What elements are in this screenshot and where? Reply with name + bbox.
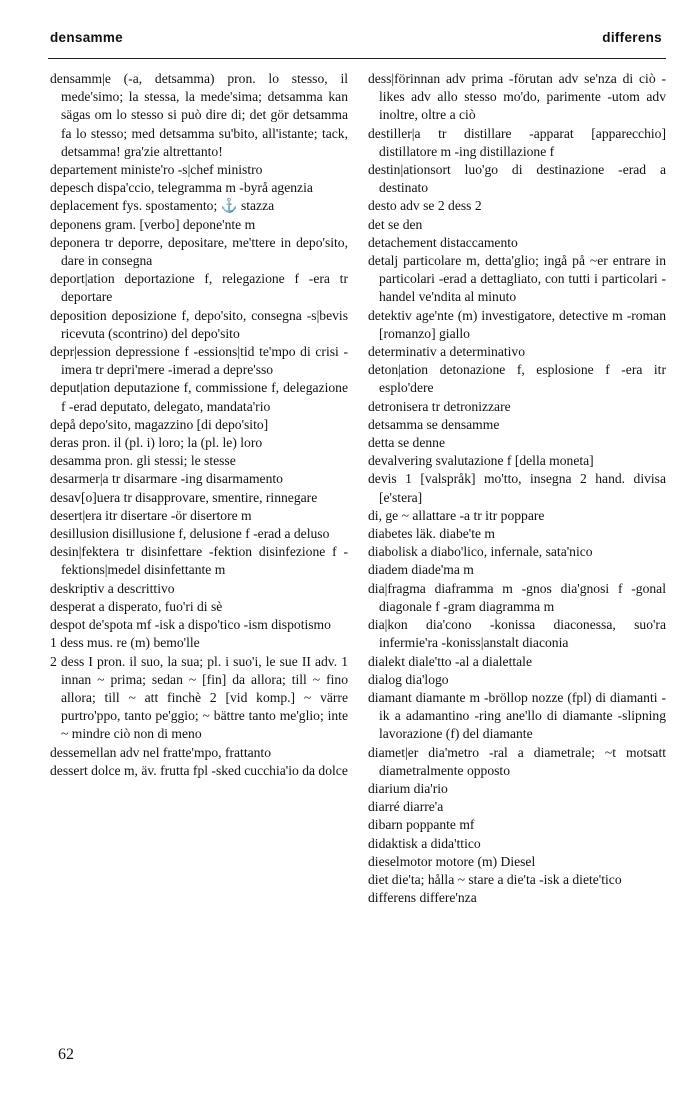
dictionary-entry: dibarn poppante mf [368,817,475,833]
dictionary-entry: detronisera tr detronizzare [368,398,511,414]
header-rule [48,58,666,59]
dictionary-entry: dessert dolce m, äv. frutta fpl -sked cucchia'io da dolce [50,762,348,778]
dictionary-entry: deposition deposizione f, depo'sito, consegna -s|bevis ricevuta (scontrino) del depo'sito [50,307,348,341]
dictionary-entry: diarré diarre'a [368,799,444,815]
dictionary-entry: deponens gram. [verbo] depone'nte m [50,216,256,232]
dictionary-entry: detachement distaccamento [368,234,518,250]
page-number: 62 [58,1046,74,1063]
dictionary-entry: depesch dispa'ccio, telegramma m -byrå agenzia [50,180,313,196]
right-column [368,70,666,907]
dictionary-entry: 2 dess I pron. il suo, la sua; pl. i suo'i, le sue II adv. 1 innan ~ prima; sedan ~ [fin] da allora; till ~ fino allora; till ~ att finchè 2 [vid komp.] ~ värre purtro'ppo, tanto pe'ggio; ~ bättre tanto me'glio; inte ~ mindre ciò non di meno [50,653,348,742]
dictionary-entry: 1 dess mus. re (m) bemo'lle [50,635,200,651]
dictionary-entry: determinativ a determinativo [368,344,526,360]
dictionary-entry: detsamma se densamme [368,416,500,432]
dictionary-entry: dia|fragma diaframma m -gnos dia'gnosi f -gonal diagonale f -gram diagramma m [368,580,666,614]
dictionary-entry: destin|ationsort luo'go di destinazione -erad a destinato [368,162,666,196]
dictionary-entry: det se den [368,216,423,232]
dictionary-entry: desamma pron. gli stessi; le stesse [50,453,236,469]
dictionary-entry: dessemellan adv nel fratte'mpo, frattanto [50,744,271,760]
dictionary-entry: diet die'ta; hålla ~ stare a die'ta -isk a diete'tico [368,871,622,887]
dictionary-entry: diamant diamante m -bröllop nozze (fpl) di diamanti -ik a adamantino -ring ane'llo di diamante -slipning lavorazione (f) del diamante [368,689,666,742]
dictionary-entry: devis 1 [valspråk] mo'tto, insegna 2 hand. divisa [e'stera] [368,471,666,505]
dictionary-entry: di, ge ~ allattare -a tr itr poppare [368,507,545,523]
dictionary-entry: destiller|a tr distillare -apparat [apparecchio] distillatore m -ing distillazione f [368,125,666,159]
dictionary-entry: detta se denne [368,435,445,451]
dictionary-entry: deponera tr deporre, depositare, me'ttere in depo'sito, dare in consegna [50,234,348,269]
dictionary-entry: desperat a disperato, fuo'ri di sè [50,598,223,614]
dictionary-entry: diabolisk a diabo'lico, infernale, sata'nico [368,544,593,560]
dictionary-entry: detalj particolare m, detta'glio; ingå på ~er entrare in particolari -erad a dettagliato, con tutti i particolari -handel ve'ndita al minuto [368,253,666,305]
dictionary-entry: devalvering svalutazione f [della moneta] [368,453,594,469]
dictionary-entry: diabetes läk. diabe'te m [368,526,496,542]
dictionary-entry: deton|ation detonazione f, esplosione f -era itr esplo'dere [368,362,666,396]
dictionary-entry: didaktisk a dida'ttico [368,835,481,851]
dictionary-entry: desillusion disillusione f, delusione f -erad a deluso [50,526,330,542]
dictionary-entry: diarium dia'rio [368,780,448,796]
dictionary-entry: deras pron. il (pl. i) loro; la (pl. le) loro [50,435,263,451]
dictionary-entry: desert|era itr disertare -ör disertore m [50,507,252,523]
dictionary-entry: depr|ession depressione f -essions|tid te'mpo di crisi -imera tr depri'mere -imerad a depre'sso [50,344,348,378]
dictionary-entry: detektiv age'nte (m) investigatore, detective m -roman [romanzo] giallo [368,307,666,341]
dictionary-entry: diamet|er dia'metro -ral a diametrale; ~t motsatt diametralmente opposto [368,744,666,778]
dictionary-entry: despot de'spota mf -isk a dispo'tico -ism dispotismo [50,617,331,633]
dictionary-entry: dieselmotor motore (m) Diesel [368,853,536,869]
left-column [50,70,348,780]
dictionary-entry: deplacement fys. spostamento; ⚓ stazza [50,198,275,214]
dictionary-entry: deport|ation deportazione f, relegazione f -era tr deportare [50,271,348,305]
dictionary-entry: dialog dia'logo [368,671,449,687]
dictionary-entry: differens differe'nza [368,890,477,906]
dictionary-entry: departement ministe'ro -s|chef ministro [50,162,263,178]
dictionary-entry: dess|förinnan adv prima -förutan adv se'nza di ciò -likes adv allo stesso mo'do, parimente -utom adv inoltre, oltre a ciò [368,71,666,123]
dictionary-entry: diadem diade'ma m [368,562,474,578]
dictionary-entry: densamm|e (-a, detsamma) pron. lo stesso, il mede'simo; la stessa, la mede'sima; detsamma kan sägas om lo stesso si può dire di; det gör detsamma fa lo stesso; med detsamma su'bito, all'istante; tack, detsamma! gra'zie altrettanto! [50,71,348,159]
running-head-left: densamme [50,30,123,45]
dictionary-entry: dia|kon dia'cono -konissa diaconessa, suo'ra infermie'ra -koniss|anstalt diaconia [368,617,666,651]
dictionary-entry: depå depo'sito, magazzino [di depo'sito] [50,416,269,432]
running-head-right: differens [602,30,662,45]
dictionary-entry: desav[o]uera tr disapprovare, smentire, rinnegare [50,489,318,505]
dictionary-entry: desarmer|a tr disarmare -ing disarmamento [50,471,283,487]
dictionary-entry: deskriptiv a descrittivo [50,580,175,596]
dictionary-entry: desin|fektera tr disinfettare -fektion disinfezione f -fektions|medel disinfettante m [50,544,348,578]
dictionary-entry: desto adv se 2 dess 2 [368,198,482,214]
dictionary-entry: dialekt diale'tto -al a dialettale [368,653,532,669]
dictionary-entry: deput|ation deputazione f, commissione f, delegazione f -erad deputato, delegato, mandata'rio [50,380,348,414]
